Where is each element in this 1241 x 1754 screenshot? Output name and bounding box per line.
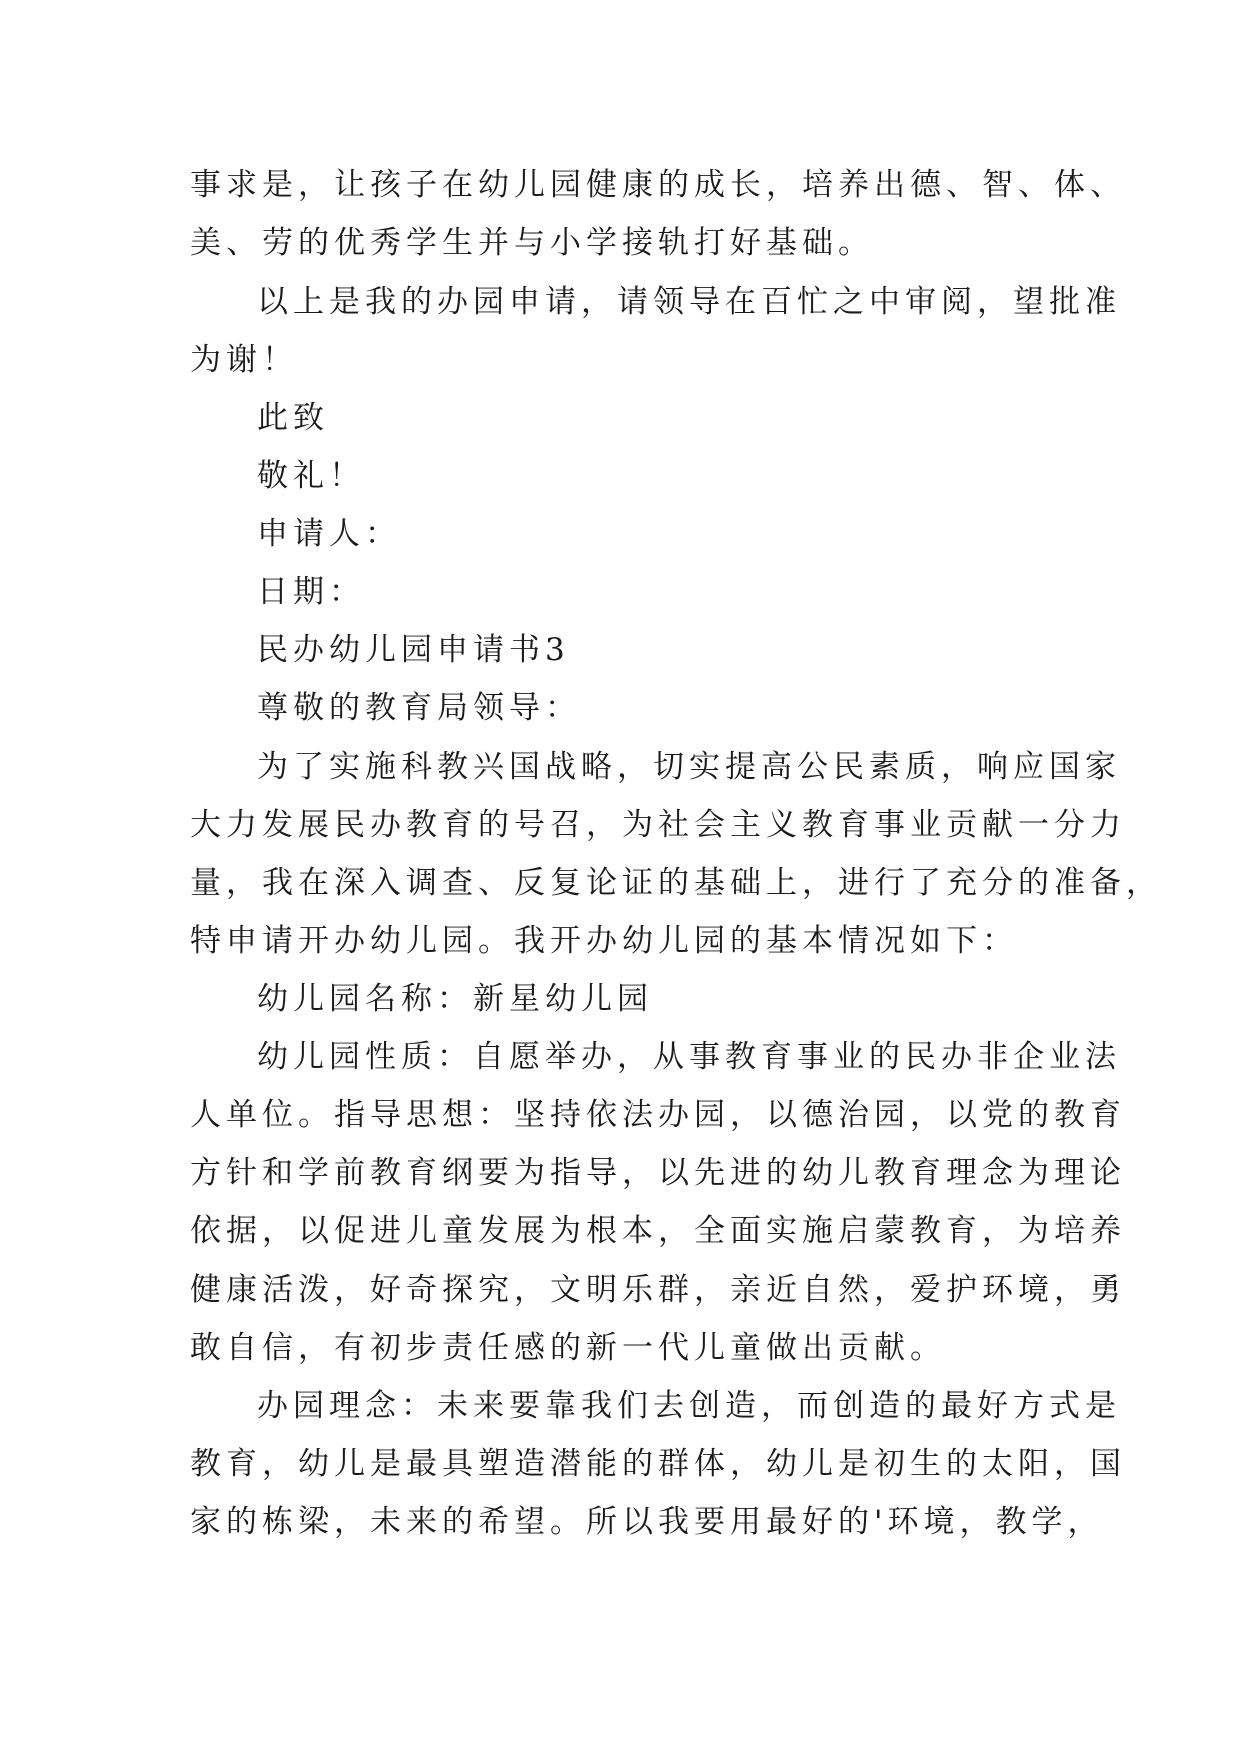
text-line: 事求是，让孩子在幼儿园健康的成长，培养出德、智、体、	[190, 167, 1126, 203]
text-line: 美、劳的优秀学生并与小学接轨打好基础。	[190, 225, 874, 261]
text-line: 敬礼！	[257, 458, 365, 494]
text-line: 幼儿园性质：自愿举办，从事教育事业的民办非企业法	[257, 1039, 1121, 1075]
text-line: 家的栋梁，未来的希望。所以我要用最好的'环境，教学，	[190, 1504, 1104, 1540]
text-line: 量，我在深入调查、反复论证的基础上，进行了充分的准备，	[190, 865, 1162, 901]
text-line: 为了实施科教兴国战略，切实提高公民素质，响应国家	[257, 749, 1121, 785]
text-line: 依据，以促进儿童发展为根本，全面实施启蒙教育，为培养	[190, 1213, 1126, 1249]
text-line: 大力发展民办教育的号召，为社会主义教育事业贡献一分力	[190, 807, 1126, 843]
text-line: 幼儿园名称：新星幼儿园	[257, 981, 653, 1017]
salutation: 尊敬的教育局领导：	[257, 690, 581, 726]
text-line: 敢自信，有初步责任感的新一代儿童做出贡献。	[190, 1330, 946, 1366]
text-line: 特申请开办幼儿园。我开办幼儿园的基本情况如下：	[190, 923, 1018, 959]
text-line: 人单位。指导思想：坚持依法办园，以德治园，以党的教育	[190, 1097, 1126, 1133]
text-line: 日期：	[257, 574, 365, 610]
text-line: 此致	[257, 400, 329, 436]
text-line: 办园理念：未来要靠我们去创造，而创造的最好方式是	[257, 1388, 1121, 1424]
text-line: 申请人：	[257, 516, 401, 552]
text-line: 为谢！	[190, 342, 298, 378]
section-heading: 民办幼儿园申请书3	[257, 632, 570, 668]
text-line: 方针和学前教育纲要为指导，以先进的幼儿教育理念为理论	[190, 1155, 1126, 1191]
text-line: 健康活泼，好奇探究，文明乐群，亲近自然，爱护环境，勇	[190, 1272, 1126, 1308]
text-line: 以上是我的办园申请，请领导在百忙之中审阅，望批准	[257, 284, 1121, 320]
text-line: 教育，幼儿是最具塑造潜能的群体，幼儿是初生的太阳，国	[190, 1446, 1126, 1482]
